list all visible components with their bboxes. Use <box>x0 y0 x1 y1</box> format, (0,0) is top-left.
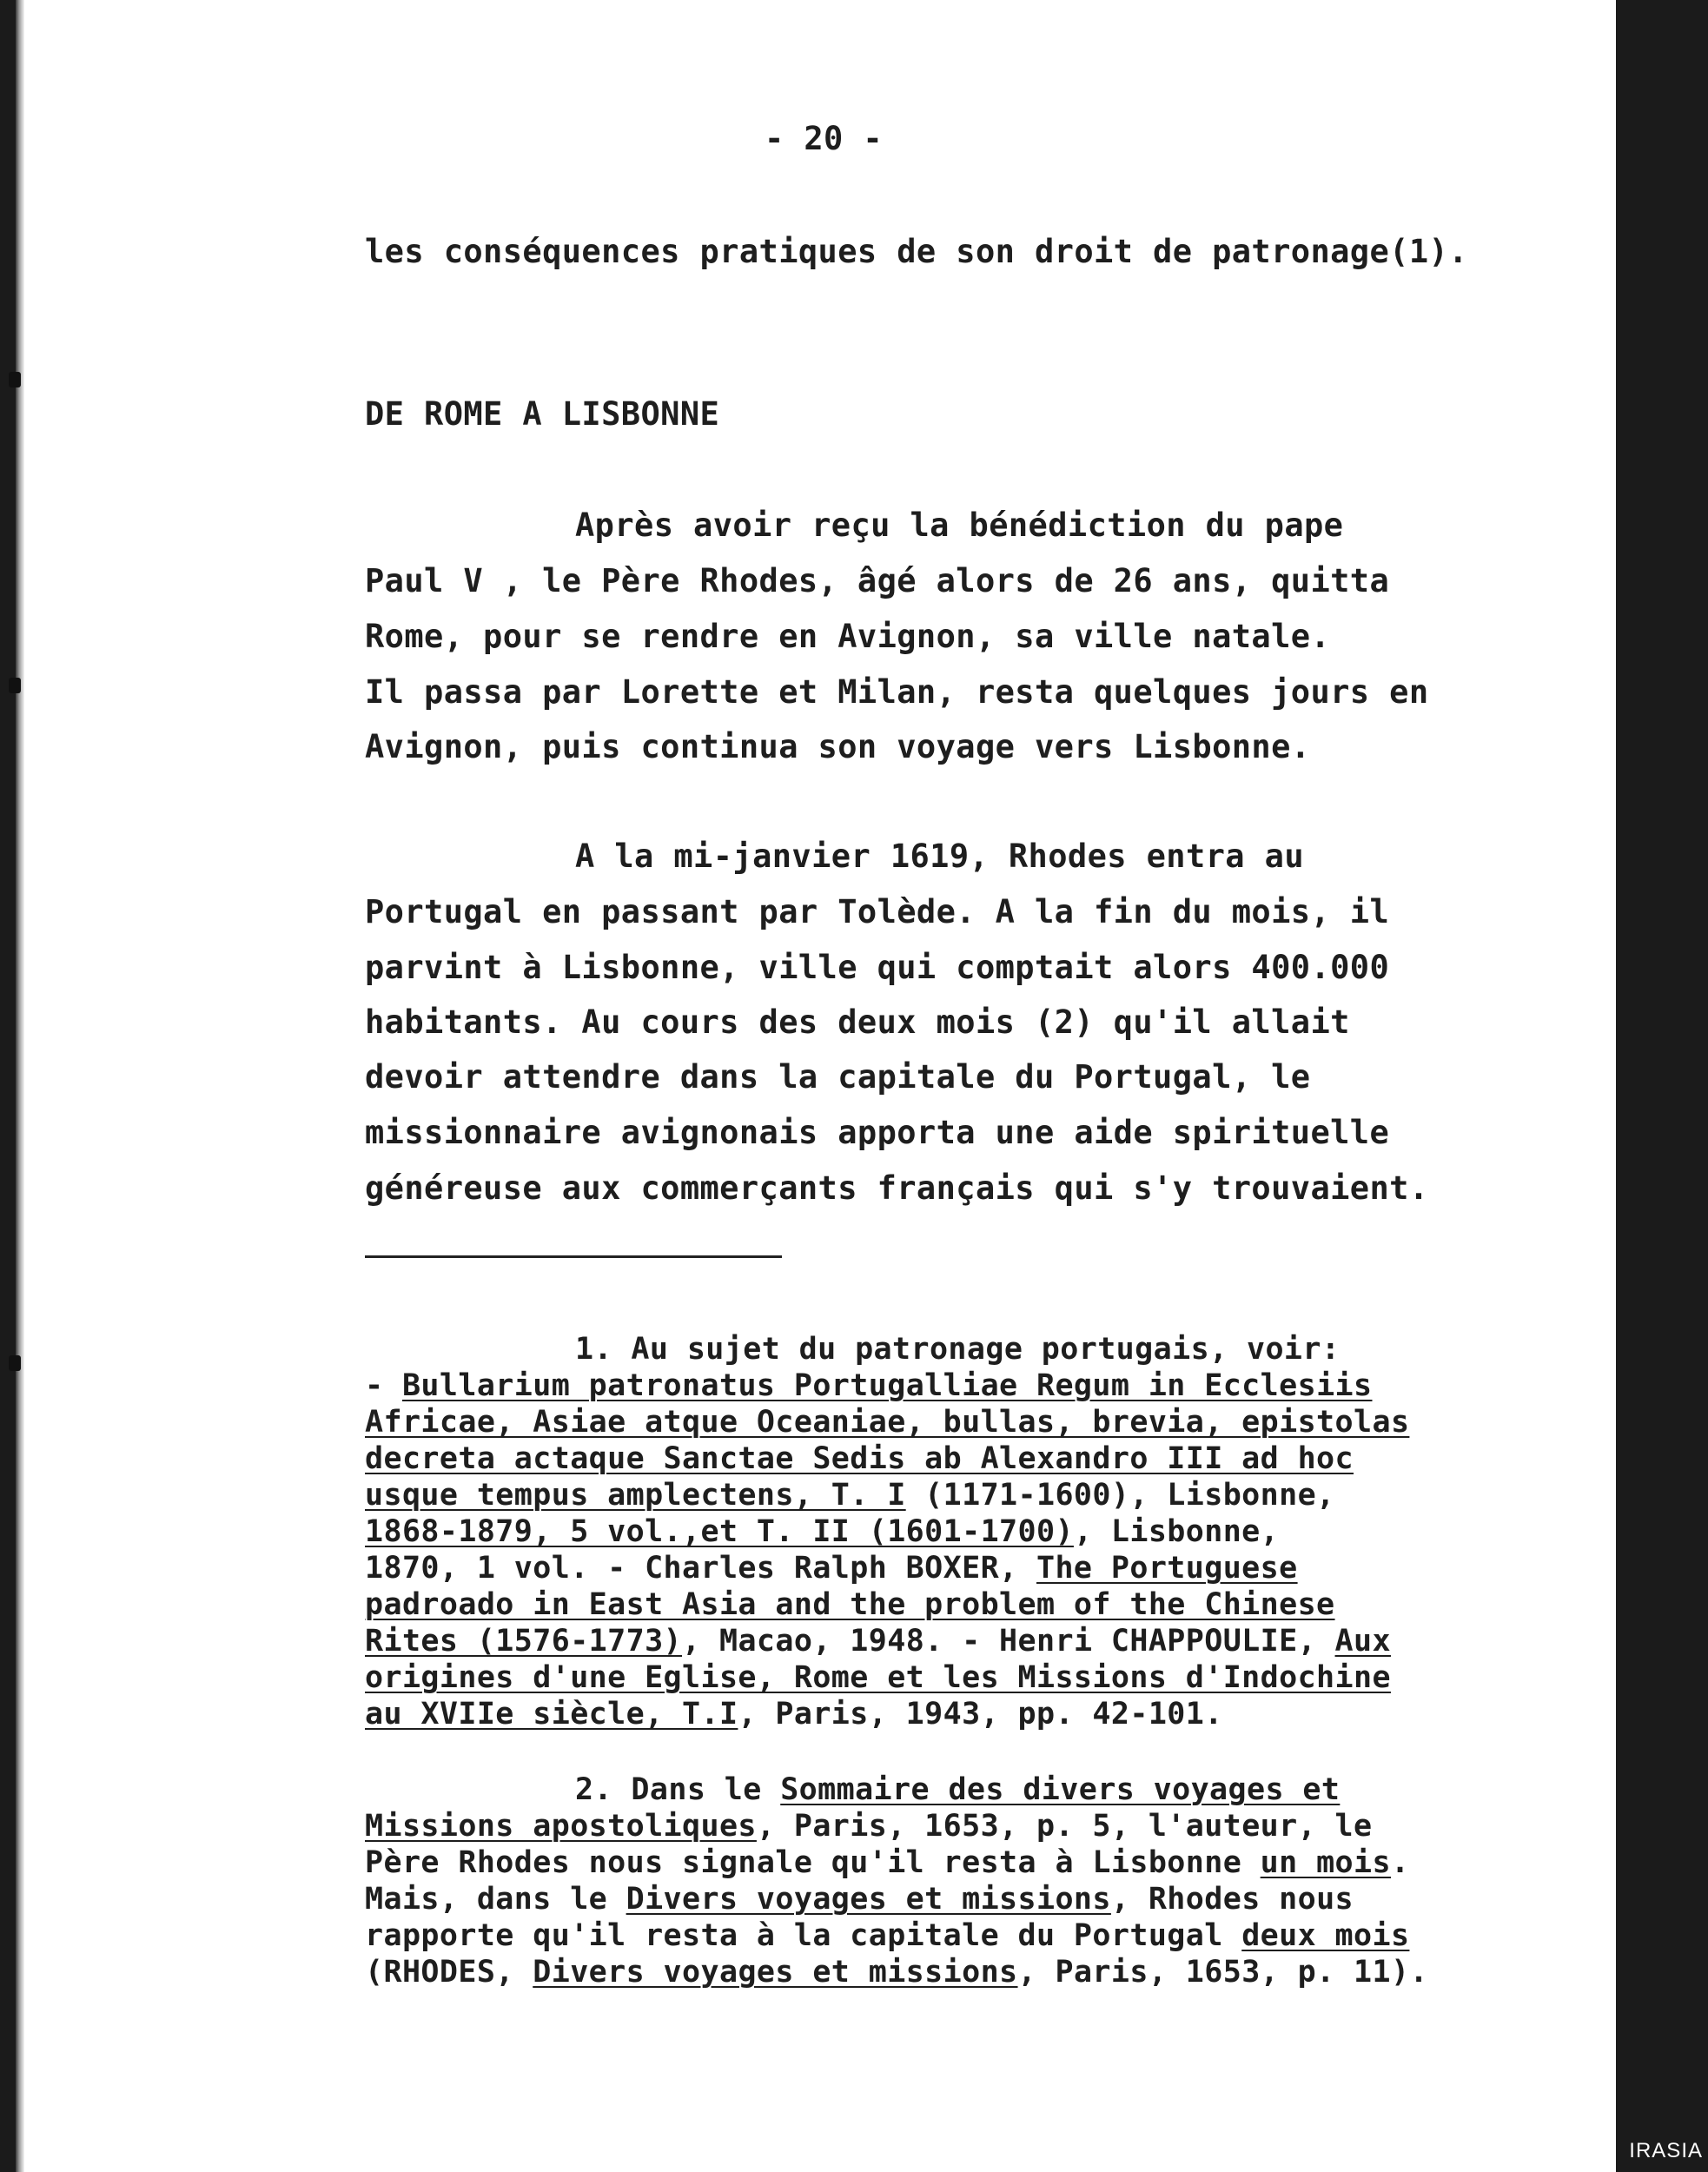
footnote-line: 1. Au sujet du patronage portugais, voir: <box>575 1332 1341 1367</box>
body-line: les conséquences pratiques de son droit de patronage(1). <box>365 233 1468 270</box>
section-heading: DE ROME A LISBONNE <box>365 395 720 433</box>
body-line: Portugal en passant par Tolède. A la fin du mois, il <box>365 893 1390 930</box>
footnote-line: usque tempus amplectens, T. I (1171-1600), Lisbonne, <box>365 1478 1335 1513</box>
page-number: - 20 - <box>765 120 884 157</box>
footnote-line: origines d'une Eglise, Rome et les Missions d'Indochine <box>365 1660 1391 1695</box>
body-line: missionnaire avignonais apporta une aide spirituelle <box>365 1114 1390 1151</box>
footnote-line: (RHODES, Divers voyages et missions, Paris, 1653, p. 11). <box>365 1955 1428 1990</box>
footnote-line: 1870, 1 vol. - Charles Ralph BOXER, The Portuguese <box>365 1551 1298 1586</box>
binder-hole-mark <box>9 678 21 693</box>
footnote-line: Père Rhodes nous signale qu'il resta à Lisbonne un mois. <box>365 1845 1410 1880</box>
footnote-line: rapporte qu'il resta à la capitale du Portugal deux mois <box>365 1918 1410 1953</box>
watermark: IRASIA <box>1629 2139 1703 2162</box>
body-line: Il passa par Lorette et Milan, resta quelques jours en <box>365 673 1429 711</box>
body-line: Après avoir reçu la bénédiction du pape <box>575 507 1344 544</box>
body-line: parvint à Lisbonne, ville qui comptait alors 400.000 <box>365 949 1390 986</box>
body-line: généreuse aux commerçants français qui s'y trouvaient. <box>365 1169 1429 1207</box>
footnote-line: 2. Dans le Sommaire des divers voyages et <box>575 1772 1341 1807</box>
binder-hole-mark <box>9 1355 21 1371</box>
binder-hole-mark <box>9 372 21 387</box>
binder-edge <box>16 0 24 2172</box>
body-line: devoir attendre dans la capitale du Portugal, le <box>365 1058 1311 1096</box>
footnote-line: decreta actaque Sanctae Sedis ab Alexandro III ad hoc <box>365 1441 1354 1476</box>
footnote-line: au XVIIe siècle, T.I, Paris, 1943, pp. 42-101. <box>365 1697 1223 1732</box>
body-line: habitants. Au cours des deux mois (2) qu'il allait <box>365 1003 1350 1041</box>
footnote-line: Africae, Asiae atque Oceaniae, bullas, brevia, epistolas <box>365 1405 1410 1440</box>
footnote-line: Rites (1576-1773), Macao, 1948. - Henri CHAPPOULIE, Aux <box>365 1624 1391 1659</box>
body-line: Avignon, puis continua son voyage vers Lisbonne. <box>365 728 1311 765</box>
footnote-separator <box>365 1255 782 1258</box>
footnote-line: padroado in East Asia and the problem of the Chinese <box>365 1587 1335 1622</box>
footnote-line: Mais, dans le Divers voyages et missions, Rhodes nous <box>365 1882 1354 1917</box>
footnote-line: Missions apostoliques, Paris, 1653, p. 5, l'auteur, le <box>365 1809 1373 1844</box>
footnote-line: - Bullarium patronatus Portugalliae Regum in Ecclesiis <box>365 1368 1373 1403</box>
footnote-line: 1868-1879, 5 vol.,et T. II (1601-1700), Lisbonne, <box>365 1514 1280 1549</box>
body-line: Rome, pour se rendre en Avignon, sa ville natale. <box>365 618 1331 655</box>
body-line: Paul V , le Père Rhodes, âgé alors de 26 ans, quitta <box>365 562 1390 599</box>
body-line: A la mi-janvier 1619, Rhodes entra au <box>575 838 1305 875</box>
